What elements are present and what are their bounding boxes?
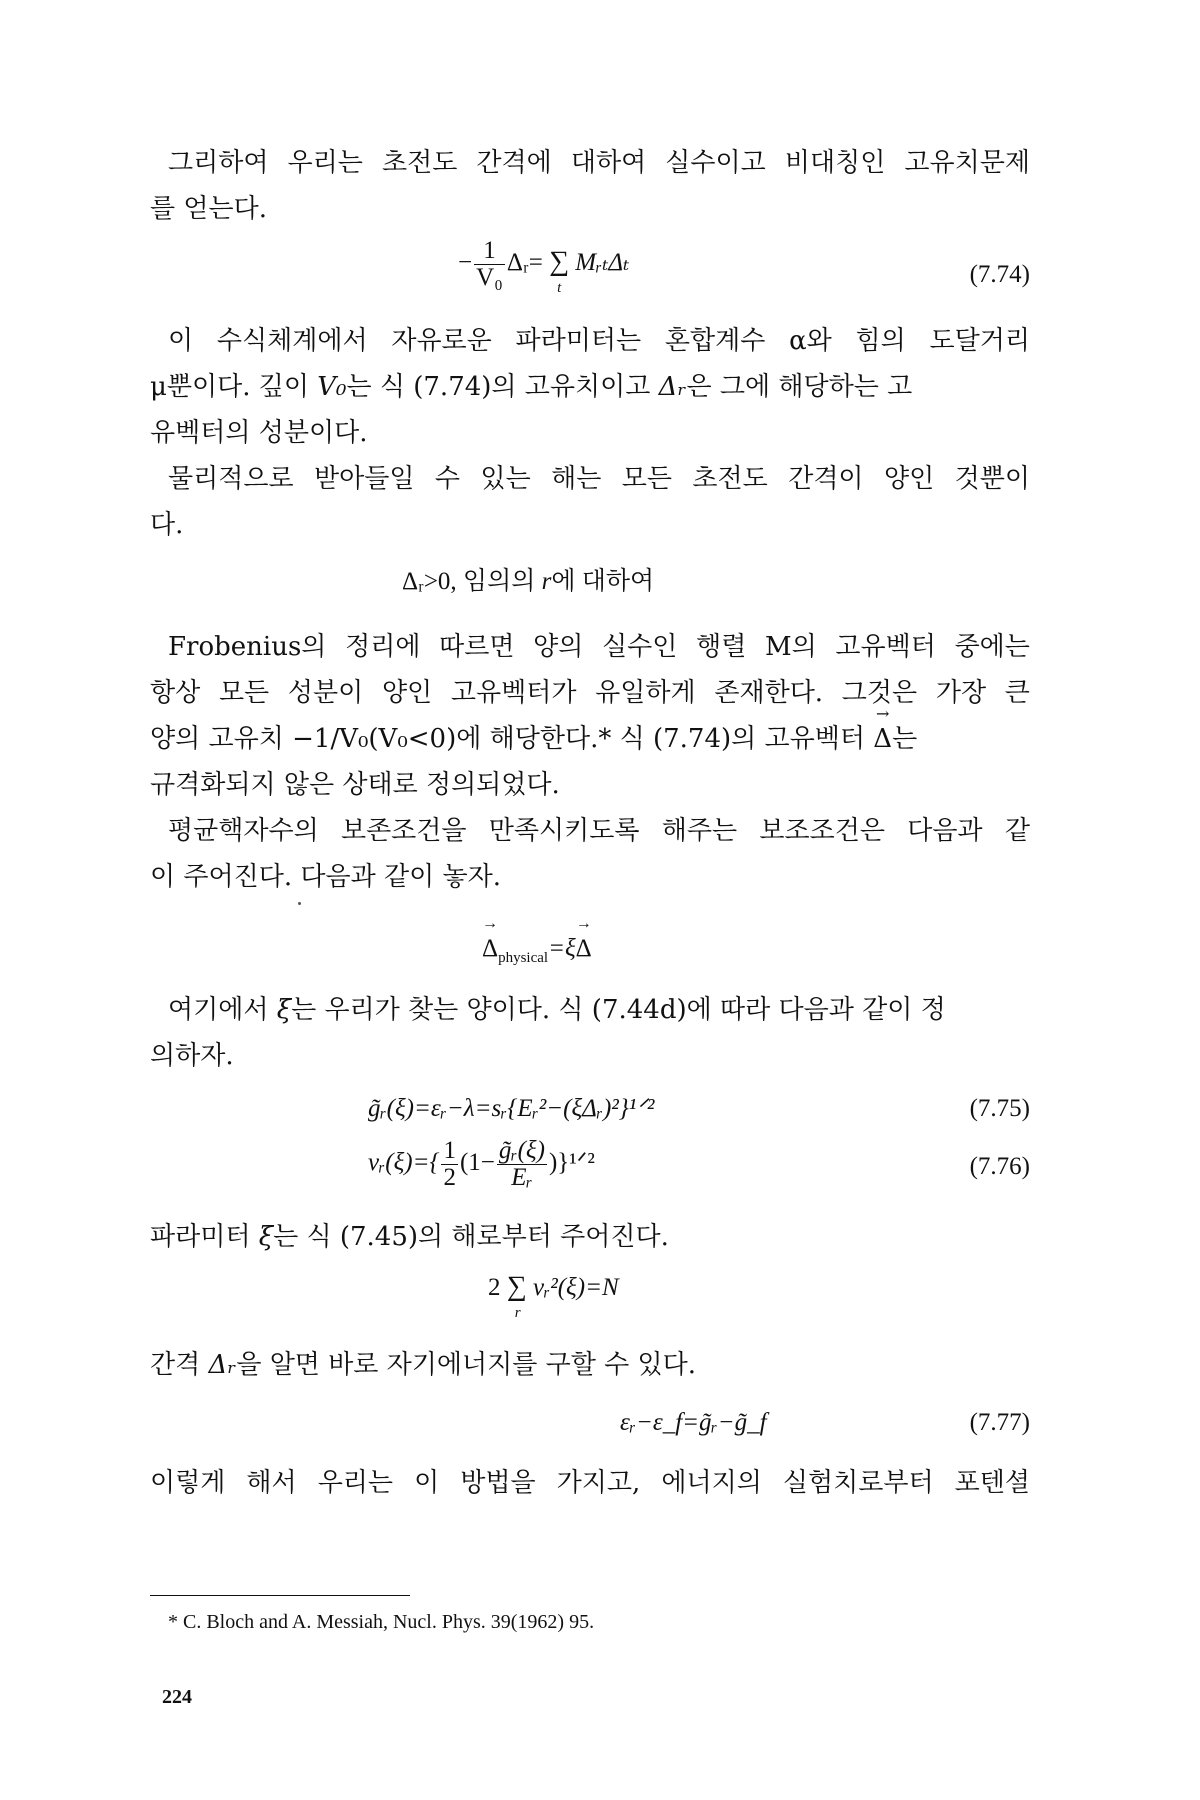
word: 도달거리 <box>929 326 1030 356</box>
word: 실수이고 <box>665 148 766 178</box>
frac-den: Eᵣ <box>511 1164 533 1191</box>
sum-index: r <box>514 1305 521 1321</box>
equation-number-7-74: (7.74) <box>969 261 1030 288</box>
text-run: 은 그에 해당하는 고 <box>686 372 913 402</box>
para6-line1 <box>168 993 1030 1027</box>
word: 양인 <box>381 678 433 708</box>
page-number: 224 <box>162 1686 192 1708</box>
word: 수 <box>434 464 461 494</box>
para5-line1 <box>168 814 1030 848</box>
footnote-rule <box>150 1595 410 1596</box>
equation-number-7-77: (7.77) <box>969 1409 1030 1436</box>
word: 파라미터는 <box>515 326 642 356</box>
word: 수식체계에서 <box>216 326 368 356</box>
word: 같 <box>1004 816 1030 846</box>
word: 고유치문제 <box>904 148 1030 178</box>
word: 것뿐이 <box>954 464 1030 494</box>
word: 힘의 <box>855 326 906 356</box>
word: 항상 <box>150 678 201 708</box>
para4-line2 <box>150 676 1030 710</box>
half-den: 2 <box>443 1164 456 1191</box>
word: 그것은 <box>841 678 918 708</box>
condition-r: r <box>541 568 552 595</box>
word: 보존조건을 <box>340 816 467 846</box>
half-fraction <box>441 1138 458 1191</box>
symbol-xi: ξ <box>258 1222 274 1252</box>
text-run: 양의 고유치 <box>150 724 284 754</box>
eq-fraction <box>474 238 505 291</box>
eq-lhs-tail: Δᵣ= <box>506 249 543 277</box>
para6-line2: 의하자. <box>150 1041 234 1071</box>
word: 성분이 <box>287 678 364 708</box>
word: 이렇게 <box>150 1468 226 1498</box>
word: 에너지의 <box>661 1468 762 1498</box>
equation-number-7-76: (7.76) <box>969 1153 1030 1180</box>
word: 초전도 <box>381 148 458 178</box>
condition-tail: 에 대하여 <box>551 568 655 595</box>
footnote: * C. Bloch and A. Messiah, Nucl. Phys. 39(1962) 95. <box>168 1611 595 1633</box>
para2-line3: 유벡터의 성분이다. <box>150 418 368 448</box>
word: 있는 <box>480 464 531 494</box>
eq-body: g̃ᵣ(ξ)=εᵣ−λ=sᵣ{Eᵣ²−(ξΔᵣ)²}¹ᐟ² <box>368 1095 655 1122</box>
text-run: 파라미터 <box>150 1222 251 1252</box>
eq-body: εᵣ−ε_f=g̃ᵣ−g̃_f <box>620 1409 767 1436</box>
word: 큰 <box>1004 678 1030 708</box>
word: 평균핵자수의 <box>168 816 319 846</box>
eq-lead: 2 <box>488 1274 501 1301</box>
text-run: 을 알면 바로 자기에너지를 구할 수 있다. <box>236 1350 697 1380</box>
word: M의 <box>765 632 817 662</box>
word: 포텐셜 <box>954 1468 1030 1498</box>
word: α와 <box>789 326 832 356</box>
text-run: −1/V₀(V₀<0)에 해당한다.* 식 (7.74)의 고유벡터 <box>292 724 866 754</box>
word: Frobenius의 <box>168 632 327 662</box>
word: 존재한다. <box>714 678 824 708</box>
symbol-v0: V₀ <box>317 372 347 402</box>
symbol-delta-r: Δᵣ <box>208 1350 237 1380</box>
g-over-e-fraction <box>497 1138 547 1191</box>
text-run: 는 <box>892 724 918 754</box>
para1-line2: 를 얻는다. <box>150 194 267 224</box>
sum-index: t <box>557 280 562 297</box>
eq-paren: (1− <box>459 1149 495 1177</box>
word: 다음과 <box>907 816 983 846</box>
word: 실험치로부터 <box>782 1468 934 1498</box>
sum-symbol: ∑ r <box>507 1270 527 1304</box>
equation-number-7-75: (7.75) <box>969 1095 1030 1122</box>
eq-minus: − <box>458 249 473 277</box>
eq-frac-den: V₀ <box>476 264 503 291</box>
word: 비대칭인 <box>784 148 886 178</box>
symbol-delta-r: Δᵣ <box>658 372 687 402</box>
word: 우리는 <box>317 1468 394 1498</box>
text-run: 간격 <box>150 1350 201 1380</box>
word: 우리는 <box>287 148 363 178</box>
para3-line1 <box>168 462 1030 496</box>
word: 해주는 <box>661 816 738 846</box>
word: 가장 <box>935 678 987 708</box>
frac-num: g̃ᵣ(ξ) <box>498 1137 545 1164</box>
eq-close: )}¹ᐟ² <box>548 1149 595 1177</box>
word: 중에는 <box>954 632 1030 662</box>
word: 초전도 <box>692 464 768 494</box>
condition-expr: Δᵣ>0, <box>402 568 457 595</box>
para4-line3 <box>150 722 1030 756</box>
word: 모든 <box>621 464 672 494</box>
word: 만족시키도록 <box>488 816 640 846</box>
word: 실수인 <box>602 632 678 662</box>
para8-line1 <box>150 1348 1030 1382</box>
word: 해는 <box>551 464 602 494</box>
equation-particle-number <box>488 1270 619 1321</box>
eq-rhs: vᵣ²(ξ)=N <box>532 1274 619 1301</box>
para5-line2: 이 주어진다. 다음과 같이 놓자. <box>150 862 501 892</box>
word: 가지고, <box>556 1468 641 1498</box>
para4-line1 <box>168 630 1030 664</box>
word: 간격에 <box>476 148 552 178</box>
physical-subscript: physical <box>498 950 549 966</box>
text-run: 는 식 (7.74)의 고유치이고 <box>346 372 651 402</box>
para3-line2: 다. <box>150 510 184 540</box>
word: 고유벡터가 <box>450 678 577 708</box>
word: 간격이 <box>788 464 864 494</box>
equation-7-77 <box>620 1406 767 1440</box>
eq-lhs: vᵣ(ξ)={ <box>368 1149 440 1177</box>
eq-rhs: =ξ <box>548 935 576 962</box>
word: 모든 <box>218 678 270 708</box>
word: 양인 <box>883 464 935 494</box>
para1-line1 <box>168 146 1030 180</box>
delta-vector: → Δ <box>576 932 592 966</box>
word: 보조조건은 <box>759 816 885 846</box>
word: 방법을 <box>460 1468 536 1498</box>
word: 양의 <box>533 632 584 662</box>
condition-text: 임의의 <box>462 568 536 595</box>
word: 해서 <box>246 1468 297 1498</box>
word: 자유로운 <box>391 326 492 356</box>
word: 행렬 <box>696 632 747 662</box>
equation-delta-physical <box>482 932 592 975</box>
word: 이 <box>414 1468 440 1498</box>
para2-line1 <box>168 324 1030 358</box>
word: 따르면 <box>439 632 515 662</box>
word: 혼합계수 <box>664 326 766 356</box>
symbol-xi: ξ <box>276 995 292 1025</box>
text-run: 는 식 (7.45)의 해로부터 주어진다. <box>273 1222 669 1252</box>
word: 받아들일 <box>314 464 415 494</box>
word: 정리에 <box>345 632 421 662</box>
word: 대하여 <box>570 148 647 178</box>
text-run: 는 우리가 찾는 양이다. 식 (7.44d)에 따라 다음과 같이 정 <box>291 995 946 1025</box>
equation-7-74 <box>458 237 630 297</box>
para4-line4: 규격화되지 않은 상태로 정의되었다. <box>150 770 560 800</box>
word: 그리하여 <box>168 148 269 178</box>
word: 이 <box>168 326 194 356</box>
para2-line2 <box>150 370 1030 404</box>
delta-vector-symbol: → Δ <box>873 722 892 756</box>
para7-line1 <box>150 1220 1030 1254</box>
positivity-condition <box>402 565 654 599</box>
word: 유일하게 <box>595 678 696 708</box>
equation-7-76 <box>368 1138 595 1191</box>
scan-speck <box>298 902 301 905</box>
word: 물리적으로 <box>168 464 294 494</box>
text-run: μ뿐이다. 깊이 <box>150 372 310 402</box>
eq-rhs: MᵣₜΔₜ <box>575 249 630 277</box>
word: 고유벡터 <box>835 632 936 662</box>
sum-symbol: ∑ t <box>549 245 569 279</box>
half-num: 1 <box>443 1137 456 1164</box>
text-run: 여기에서 <box>168 995 269 1025</box>
para9-line1 <box>150 1466 1030 1500</box>
delta-vector: → Δ <box>482 932 498 966</box>
equation-7-75 <box>368 1092 654 1126</box>
eq-frac-num: 1 <box>474 238 505 265</box>
